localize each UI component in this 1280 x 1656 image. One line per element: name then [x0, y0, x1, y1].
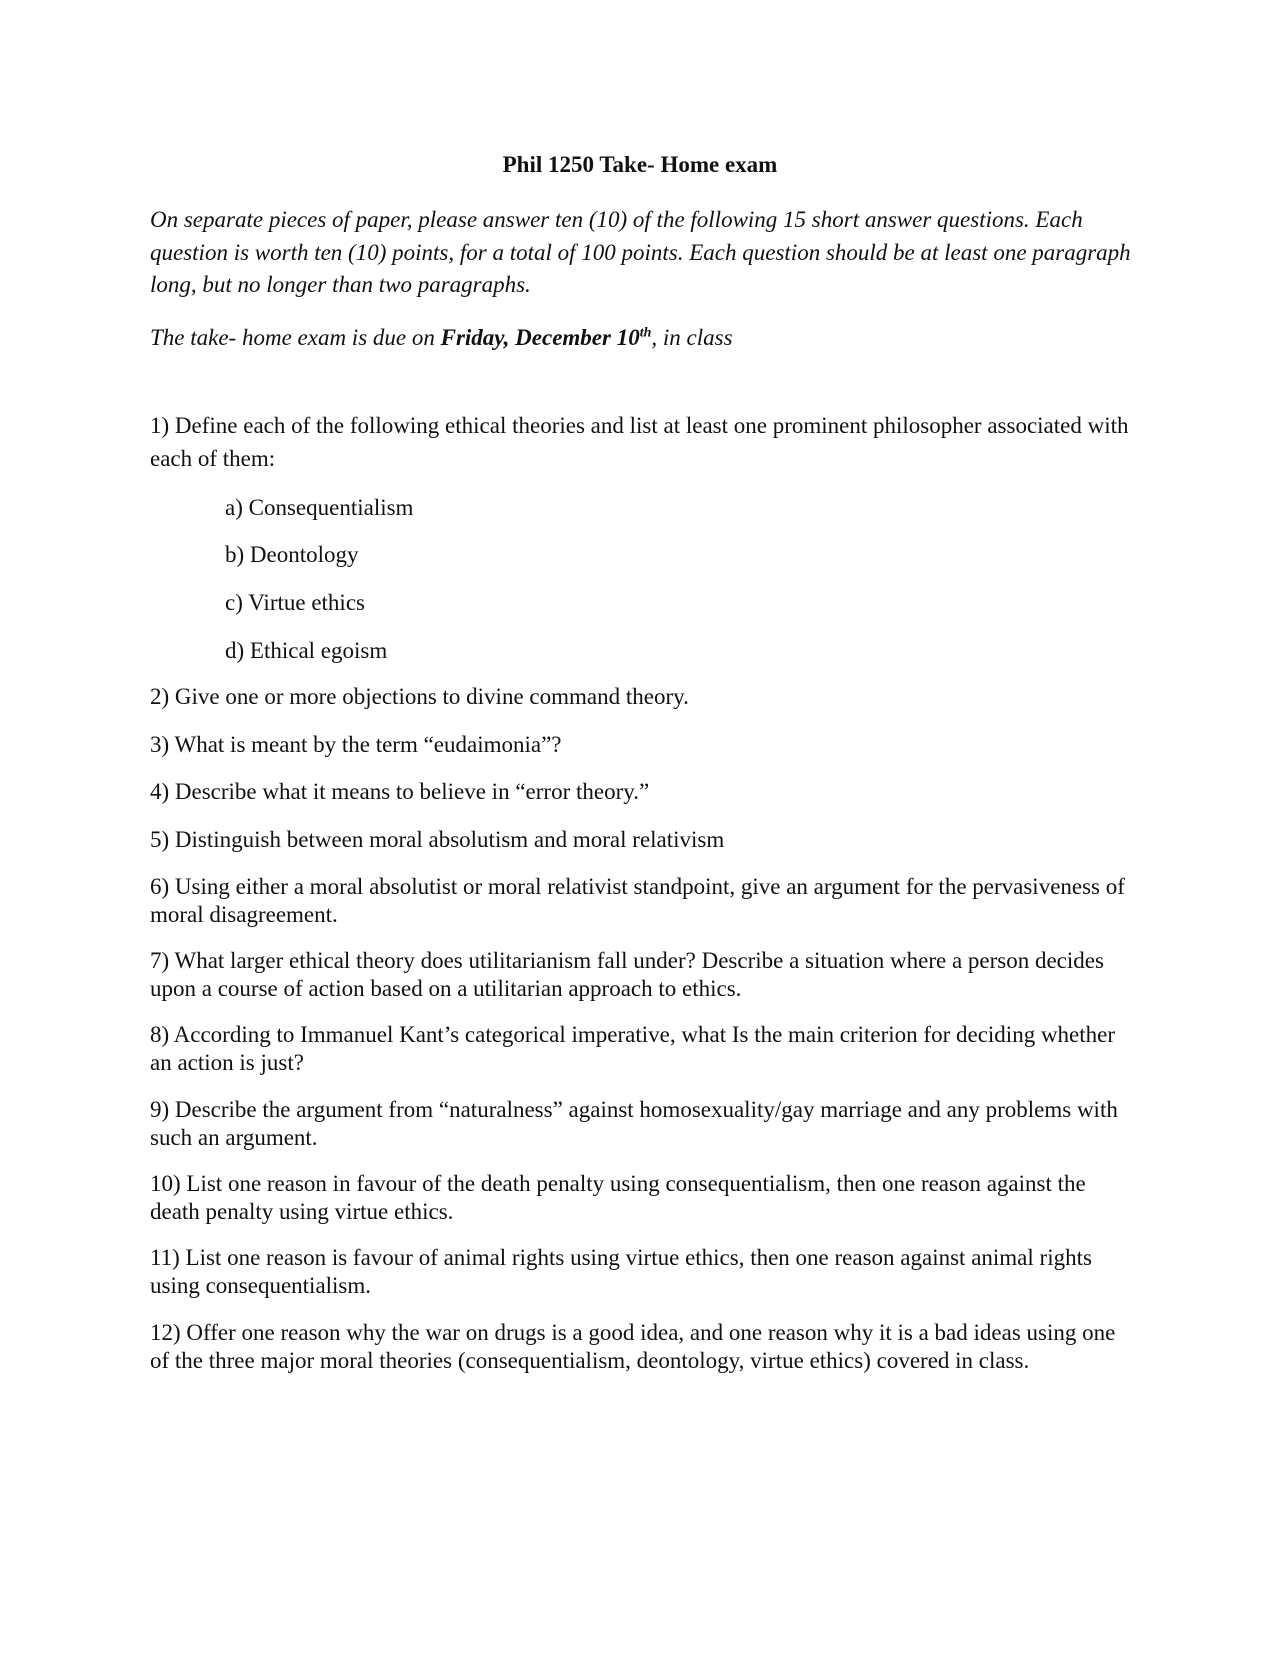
question-9: 9) Describe the argument from “naturalness” against homosexuality/gay marriage and any problems with such an argument. — [150, 1097, 1118, 1150]
question-2: 2) Give one or more objections to divine command theory. — [150, 684, 689, 709]
question-6: 6) Using either a moral absolutist or moral relativist standpoint, give an argument for the pervasiveness of moral disagreement. — [150, 874, 1125, 927]
exam-title: Phil 1250 Take- Home exam — [502, 152, 778, 177]
question-1: 1) Define each of the following ethical theories and list at least one prominent philosopher associated with each of them: — [150, 413, 1129, 471]
question-4: 4) Describe what it means to believe in “error theory.” — [150, 779, 650, 804]
question-1-subitem-d: d) Ethical egoism — [225, 638, 388, 663]
question-3: 3) What is meant by the term “eudaimonia”? — [150, 732, 562, 757]
question-11: 11) List one reason is favour of animal rights using virtue ethics, then one reason against animal rights using consequentialism. — [150, 1245, 1092, 1298]
exam-instructions: On separate pieces of paper, please answer ten (10) of the following 15 short answer questions. Each question is worth ten (10) points, for a total of 100 points. Each question should be at least one paragraph long, but no longer than two paragraphs. — [150, 207, 1131, 297]
question-1-subitem-b: b) Deontology — [225, 542, 359, 567]
question-12: 12) Offer one reason why the war on drugs is a good idea, and one reason why it is a bad ideas using one of the three major moral theories (consequentialism, deontology, virtue ethics) covered in class. — [150, 1320, 1116, 1373]
due-prefix: The take- home exam is due on — [150, 325, 441, 350]
question-7: 7) What larger ethical theory does utilitarianism fall under? Describe a situation where a person decides upon a course of action based on a utilitarian approach to ethics. — [150, 948, 1104, 1001]
due-date: Friday, December 10th — [440, 325, 652, 350]
question-5: 5) Distinguish between moral absolutism and moral relativism — [150, 827, 725, 852]
due-date-line — [150, 322, 733, 354]
question-10: 10) List one reason in favour of the death penalty using consequentialism, then one reason against the death penalty using virtue ethics. — [150, 1171, 1086, 1224]
due-date-ordinal: th — [639, 325, 652, 341]
question-1-subitem-a: a) Consequentialism — [225, 495, 414, 520]
question-1-subitem-c: c) Virtue ethics — [225, 590, 365, 615]
question-8: 8) According to Immanuel Kant’s categorical imperative, what Is the main criterion for deciding whether an action is just? — [150, 1022, 1116, 1075]
due-suffix: , in class — [651, 325, 733, 350]
